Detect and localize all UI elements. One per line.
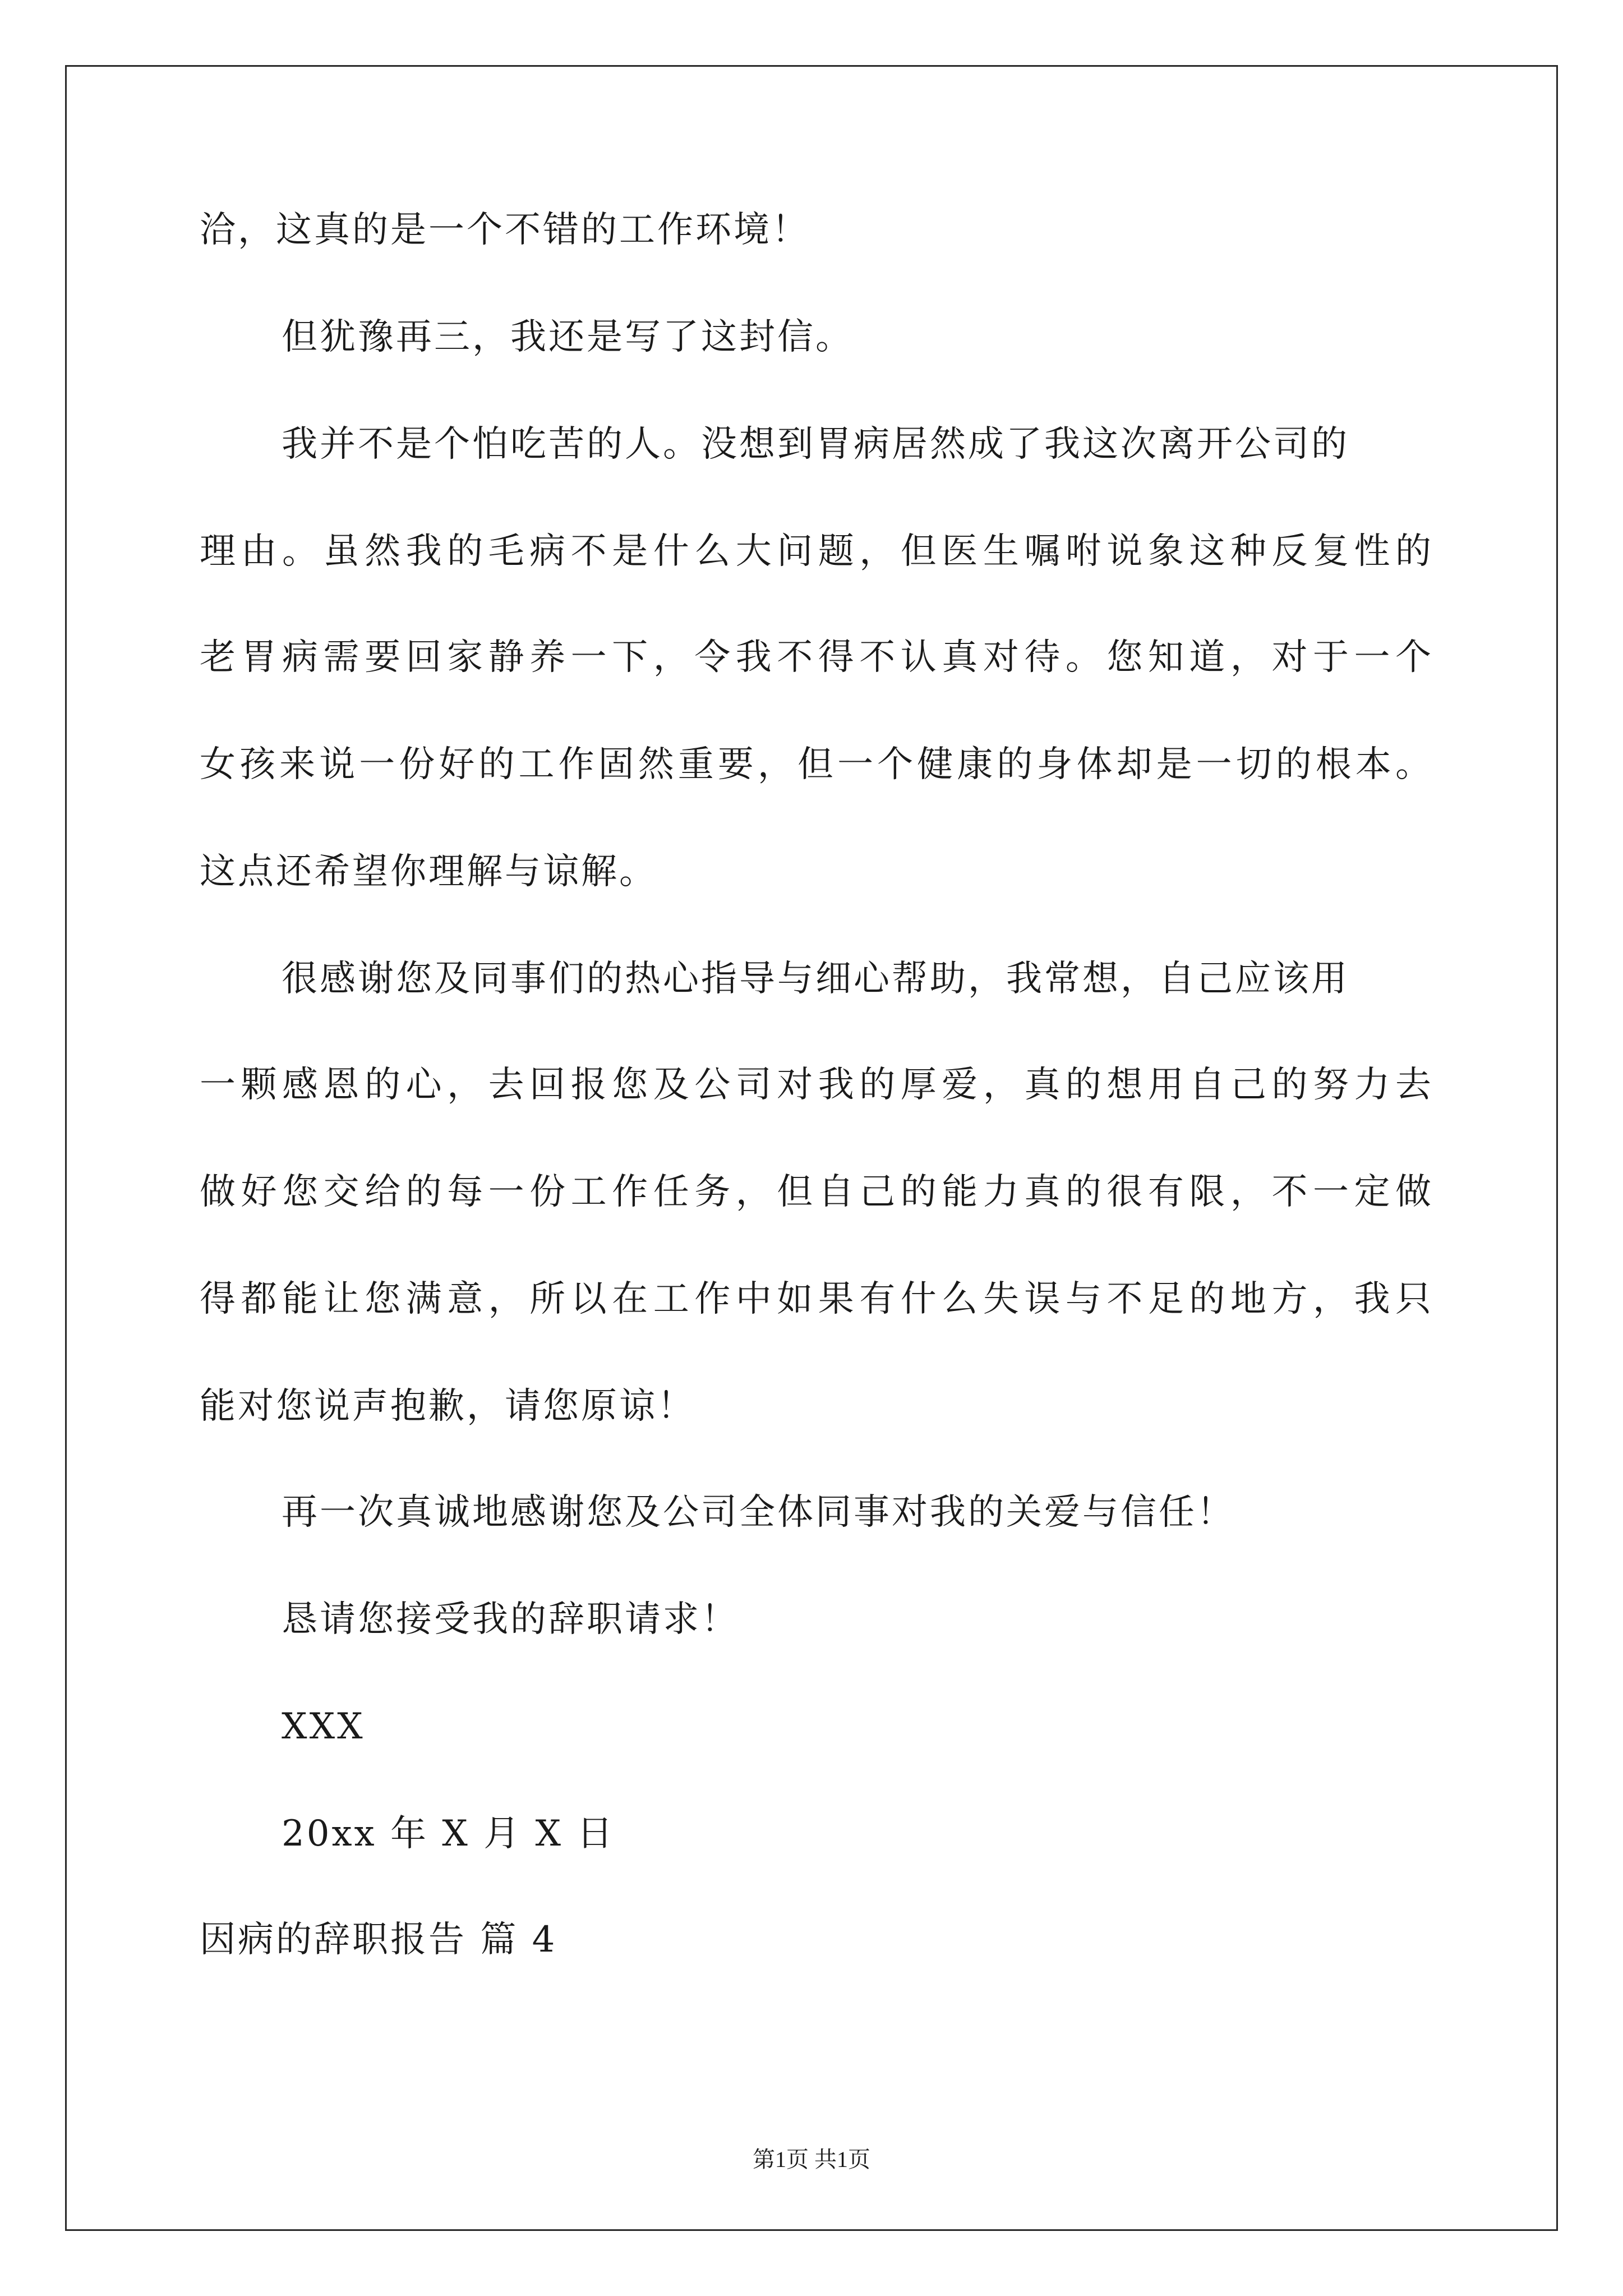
signature-date: 20xx 年 X 月 X 日: [282, 1813, 615, 1855]
paragraph-line: 恳请您接受我的辞职请求！: [282, 1599, 739, 1640]
paragraph-line: 做好您交给的每一份工作任务，但自己的能力真的很有限，不一定做: [200, 1171, 1431, 1213]
signature-name: XXX: [282, 1706, 365, 1747]
paragraph-line: 很感谢您及同事们的热心指导与细心帮助，我常想，自己应该用: [282, 958, 1349, 1000]
page-number-footer: 第1页 共1页: [753, 2147, 870, 2172]
paragraph-line: 但犹豫再三，我还是写了这封信。: [282, 316, 854, 358]
section-heading: 因病的辞职报告 篇 4: [200, 1919, 557, 1961]
paragraph-line: 再一次真诚地感谢您及公司全体同事对我的关爱与信任！: [282, 1492, 1235, 1533]
paragraph-line: 女孩来说一份好的工作固然重要，但一个健康的身体却是一切的根本。: [200, 744, 1431, 785]
paragraph-line: 我并不是个怕吃苦的人。没想到胃病居然成了我这次离开公司的: [282, 424, 1349, 465]
paragraph-line: 老胃病需要回家静养一下，令我不得不认真对待。您知道，对于一个: [200, 637, 1431, 678]
paragraph-line: 能对您说声抱歉，请您原谅！: [200, 1386, 695, 1427]
paragraph-line: 一颗感恩的心，去回报您及公司对我的厚爱，真的想用自己的努力去: [200, 1064, 1431, 1106]
page-border: [65, 65, 1558, 2231]
paragraph-line: 理由。虽然我的毛病不是什么大问题，但医生嘱咐说象这种反复性的: [200, 531, 1431, 572]
paragraph-line: 洽，这真的是一个不错的工作环境！: [200, 209, 810, 251]
paragraph-line: 这点还希望你理解与谅解。: [200, 851, 657, 892]
paragraph-line: 得都能让您满意，所以在工作中如果有什么失误与不足的地方，我只: [200, 1278, 1431, 1320]
